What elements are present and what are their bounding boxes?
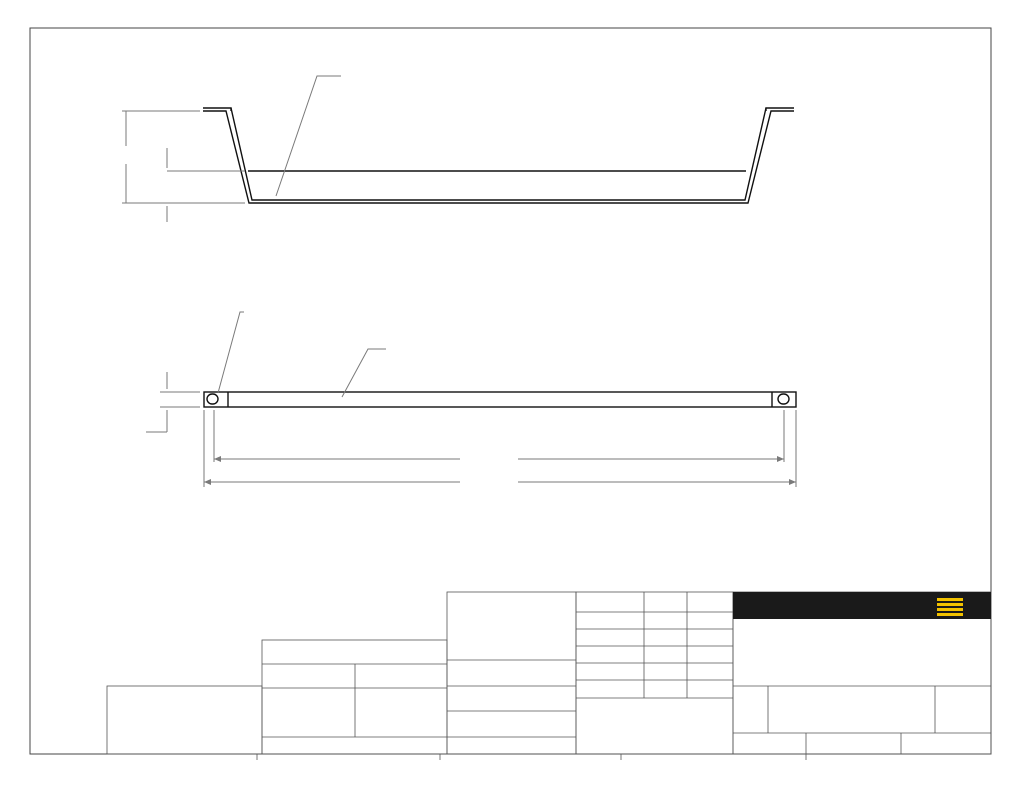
- front-view: [122, 76, 794, 222]
- sheet-border: [30, 28, 991, 754]
- title-block: [107, 592, 991, 754]
- top-view: [146, 312, 796, 487]
- zone-markers: [257, 754, 806, 760]
